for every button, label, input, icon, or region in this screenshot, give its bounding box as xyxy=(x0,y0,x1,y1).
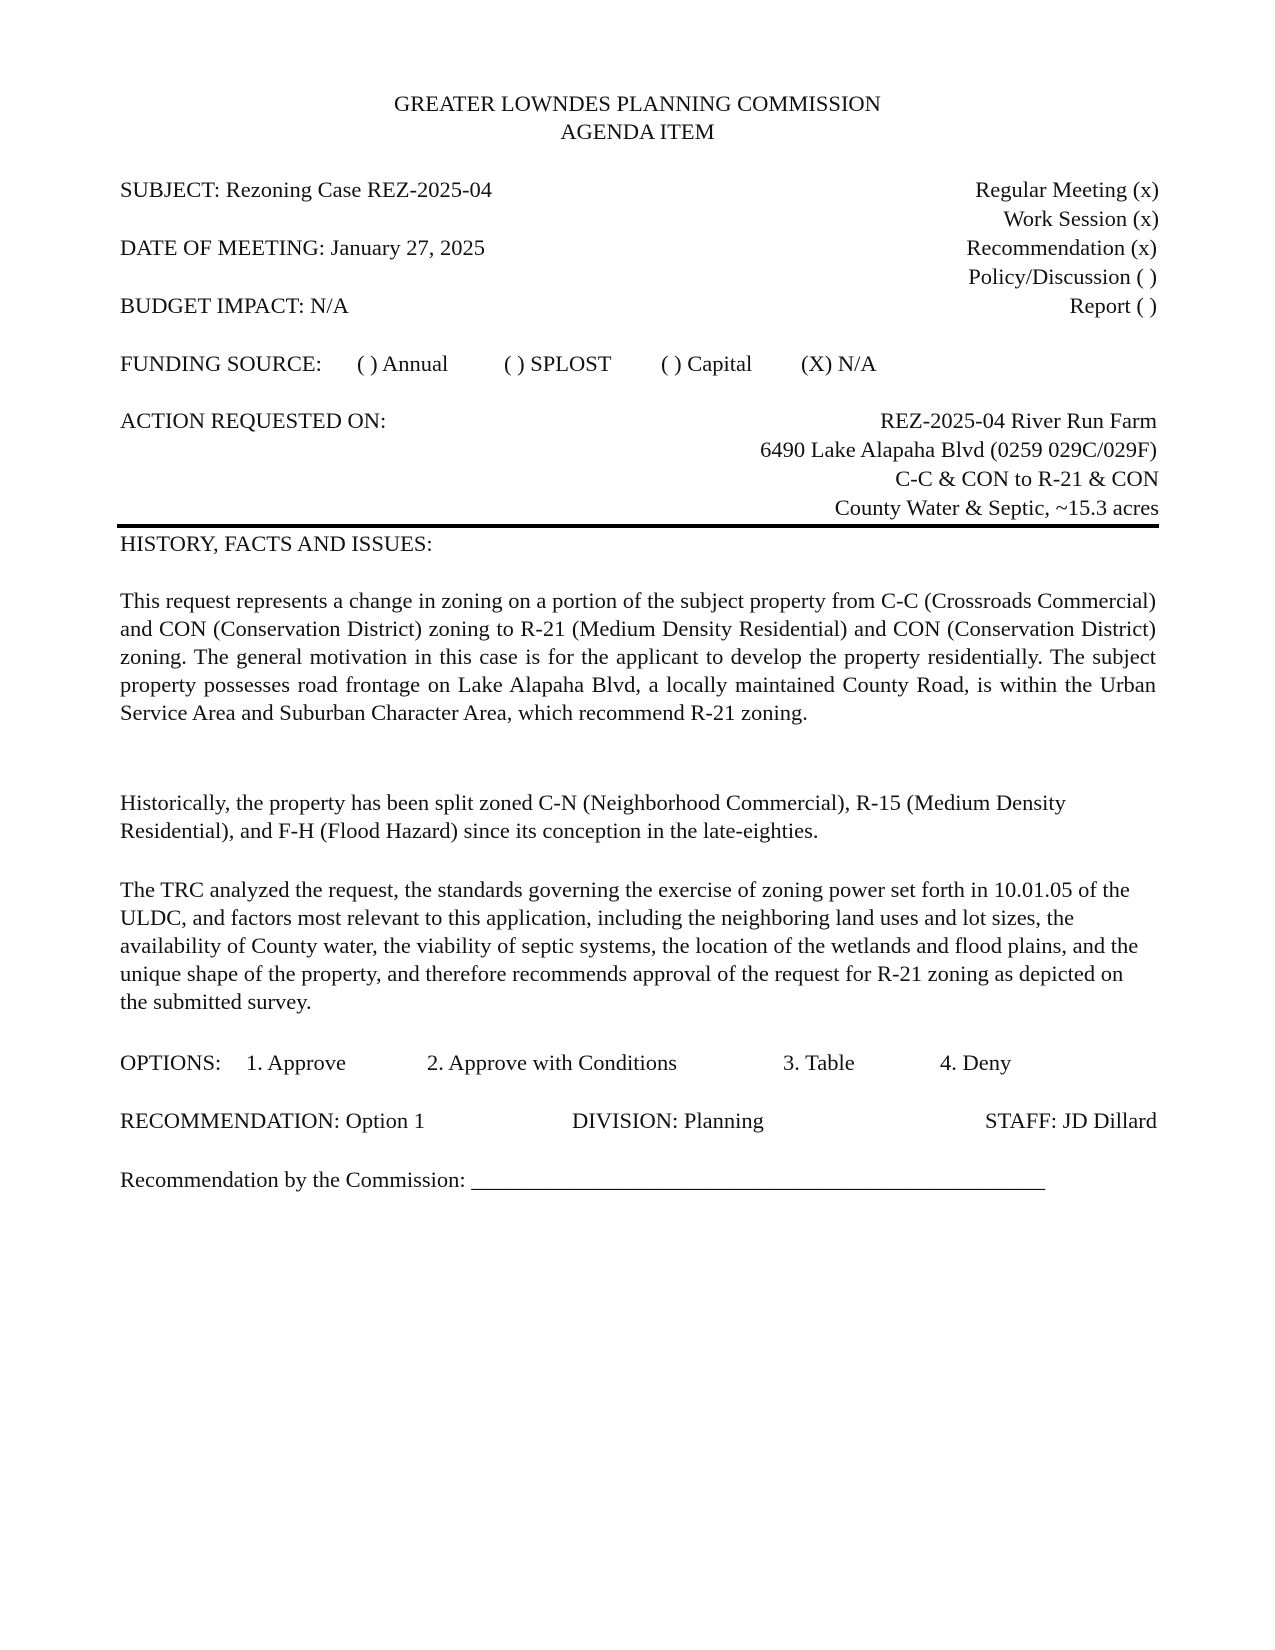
meeting-type-regular: Regular Meeting (x) xyxy=(975,177,1159,202)
section-divider xyxy=(117,524,1159,528)
document-type-title: AGENDA ITEM xyxy=(560,119,715,144)
meeting-type-recommendation: Recommendation (x) xyxy=(966,235,1157,260)
option-approve: 1. Approve xyxy=(246,1050,346,1075)
organization-title: GREATER LOWNDES PLANNING COMMISSION xyxy=(394,91,881,116)
funding-option-annual: ( ) Annual xyxy=(357,351,449,376)
history-paragraph-1: This request represents a change in zoning on a portion of the subject property from C-C (Crossroads Commercial) and CON (Conservation District) zoning to R-21 (Medium Density Residential) and CON (Conservation District) zoning. The general motivation in this case is for the applicant to develop the property residentially. The subject property possesses road frontage on Lake Alapaha Blvd, a locally maintained County Road, is within the Urban Service Area and Suburban Character Area, which recommend R-21 zoning. xyxy=(120,588,1156,725)
meeting-type-work-session: Work Session (x) xyxy=(1003,206,1159,231)
budget-impact-field: BUDGET IMPACT: N/A xyxy=(120,293,349,318)
staff-field: STAFF: JD Dillard xyxy=(985,1108,1157,1133)
history-paragraph-2: Historically, the property has been split zoned C-N (Neighborhood Commercial), R-15 (Medium Density Residential), and F-H (Flood Hazard) since its conception in the late-eighties. xyxy=(120,790,1066,843)
meeting-type-policy-discussion: Policy/Discussion ( ) xyxy=(968,264,1157,289)
option-table: 3. Table xyxy=(783,1050,855,1075)
funding-option-na: (X) N/A xyxy=(801,351,877,376)
action-zoning-change: C-C & CON to R-21 & CON xyxy=(895,466,1159,491)
subject-field: SUBJECT: Rezoning Case REZ-2025-04 xyxy=(120,177,492,202)
funding-option-capital: ( ) Capital xyxy=(661,351,753,376)
history-paragraph-3: The TRC analyzed the request, the standards governing the exercise of zoning power set forth in 10.01.05 of the ULDC, and factors most relevant to this application, including the neighboring land uses and lot sizes, the availability of County water, the viability of septic systems, the location of the wetlands and flood plains, and the unique shape of the property, and therefore recommends approval of the request for R-21 zoning as depicted on the submitted survey. xyxy=(120,877,1139,1014)
recommendation-field: RECOMMENDATION: Option 1 xyxy=(120,1108,426,1133)
funding-option-splost: ( ) SPLOST xyxy=(504,351,612,376)
option-deny: 4. Deny xyxy=(940,1050,1012,1075)
history-heading: HISTORY, FACTS AND ISSUES: xyxy=(120,531,433,556)
division-field: DIVISION: Planning xyxy=(572,1108,764,1133)
funding-source-label: FUNDING SOURCE: xyxy=(120,351,322,376)
meeting-type-report: Report ( ) xyxy=(1069,293,1157,318)
action-case-name: REZ-2025-04 River Run Farm xyxy=(880,408,1157,433)
option-approve-with-conditions: 2. Approve with Conditions xyxy=(427,1050,678,1075)
commission-recommendation-line: Recommendation by the Commission: ___________________________________________________ xyxy=(120,1167,1045,1192)
meeting-date-field: DATE OF MEETING: January 27, 2025 xyxy=(120,235,485,260)
action-requested-label: ACTION REQUESTED ON: xyxy=(120,408,387,433)
options-label: OPTIONS: xyxy=(120,1050,222,1075)
action-address: 6490 Lake Alapaha Blvd (0259 029C/029F) xyxy=(760,437,1157,462)
action-utilities-acreage: County Water & Septic, ~15.3 acres xyxy=(834,495,1159,520)
